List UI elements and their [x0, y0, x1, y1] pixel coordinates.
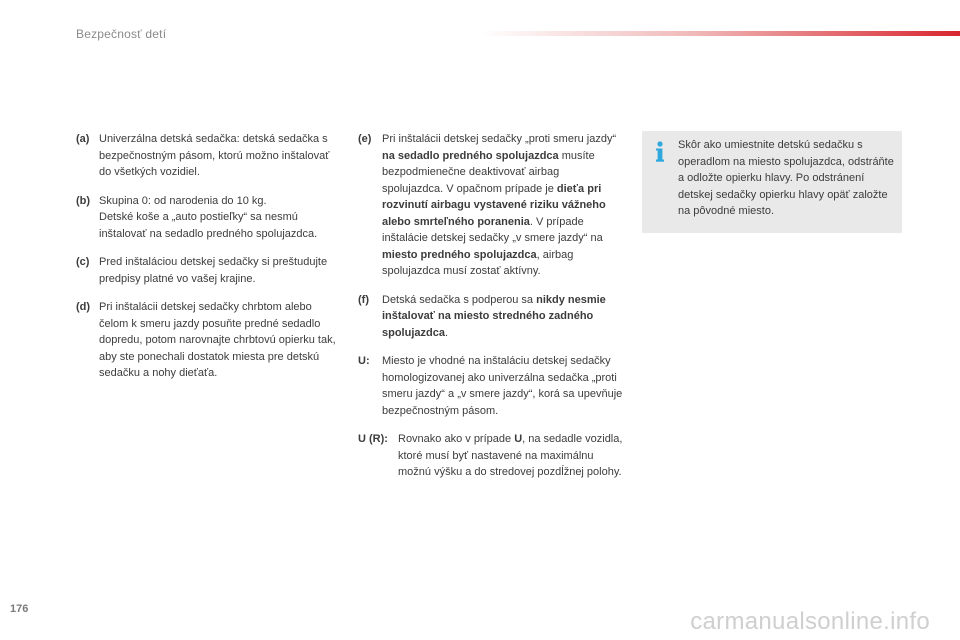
legend-label: (e) — [358, 133, 372, 145]
text-run: , na sedadle vozidla, ktoré musí byť nastavené na maximálnu možnú výšku a do stredovej pozdĺžnej polohy. — [398, 433, 623, 478]
legend-item-b — [76, 193, 341, 243]
legend-label: U (R): — [358, 433, 388, 445]
bold-run: U — [514, 433, 523, 445]
legend-item-f — [358, 292, 623, 342]
note-text: Skôr ako umiestnite detskú sedačku s operadlom na miesto spolujazdca, odstráňte a odložte opierku hlavy. Po odstránení detskej sedačky opierku hlavy opäť založte na pôvodné miesto. — [678, 139, 894, 217]
legend-column-left — [76, 131, 341, 394]
legend-text — [99, 193, 341, 243]
legend-text: Univerzálna detská sedačka: detská sedačka s bezpečnostným pásom, ktorú možno inštalovať do všetkých vozidiel. — [99, 133, 330, 178]
legend-label: U: — [358, 355, 370, 367]
bold-run: nikdy nesmie inštalovať na miesto stredného zadného spolujazdca — [382, 293, 606, 339]
legend-text: Pri inštalácii detskej sedačky chrbtom alebo čelom k smeru jazdy posuňte predné sedadlo dopredu, potom narovnajte chrbtovú opierku tak, aby ste ponechali dostatok miesta pre detskú sedačku a nohy dieťaťa. — [99, 301, 336, 379]
legend-column-right — [358, 131, 623, 493]
page-number: 176 — [10, 603, 29, 615]
bold-run: dieťa pri rozvinutí airbagu vystavené riziku vážneho alebo smrteľného poranenia — [382, 182, 606, 228]
legend-item-e — [358, 131, 623, 280]
legend-item-c — [76, 254, 341, 287]
legend-item-ur — [358, 431, 623, 481]
page-title: Bezpečnosť detí — [76, 27, 167, 41]
text-run: Detská sedačka s podperou sa — [382, 293, 537, 306]
legend-label: (f) — [358, 293, 369, 306]
legend-text-line: Skupina 0: od narodenia do 10 kg. — [99, 194, 267, 207]
info-icon — [653, 141, 667, 163]
legend-label: (b) — [76, 194, 91, 207]
legend-label: (d) — [76, 301, 91, 313]
legend-item-a — [76, 131, 341, 181]
text-run: musíte bezpodmienečne deaktivovať airbag spolujazdca. V opačnom prípade je — [382, 149, 595, 195]
bold-run: na sedadlo predného spolujazdca — [382, 149, 559, 162]
legend-text — [382, 131, 623, 280]
legend-text-line: Detské koše a „auto postieľky“ sa nesmú inštalovať na sedadlo predného spolujazdca. — [99, 211, 318, 240]
text-run: . V prípade inštalácie detskej sedačky „v smere jazdy“ na — [382, 215, 603, 244]
legend-item-u — [358, 353, 623, 419]
bold-run: miesto predného spolujazdca — [382, 248, 537, 261]
info-note-box — [642, 131, 902, 233]
text-run: Rovnako ako v prípade — [398, 433, 515, 445]
text-run: . — [444, 326, 449, 339]
legend-label: (a) — [76, 133, 90, 145]
watermark: carmanualsonline.info — [690, 608, 930, 635]
legend-text: Miesto je vhodné na inštaláciu detskej sedačky homologizovanej ako univerzálna sedačka „proti smeru jazdy“ a „v smere jazdy“, korá sa upevňuje bezpečnostným pásom. — [382, 355, 623, 417]
legend-text: Pred inštaláciou detskej sedačky si preštudujte predpisy platné vo vašej krajine. — [99, 256, 328, 285]
text-run: Pri inštalácii detskej sedačky „proti smeru jazdy“ — [382, 133, 617, 145]
legend-text — [382, 292, 623, 342]
text-run: , airbag spolujazdca musí zostať aktívny. — [382, 248, 574, 277]
legend-item-d — [76, 299, 341, 382]
legend-label: (c) — [76, 256, 90, 268]
legend-text — [398, 431, 623, 481]
header-accent-line — [480, 31, 960, 36]
